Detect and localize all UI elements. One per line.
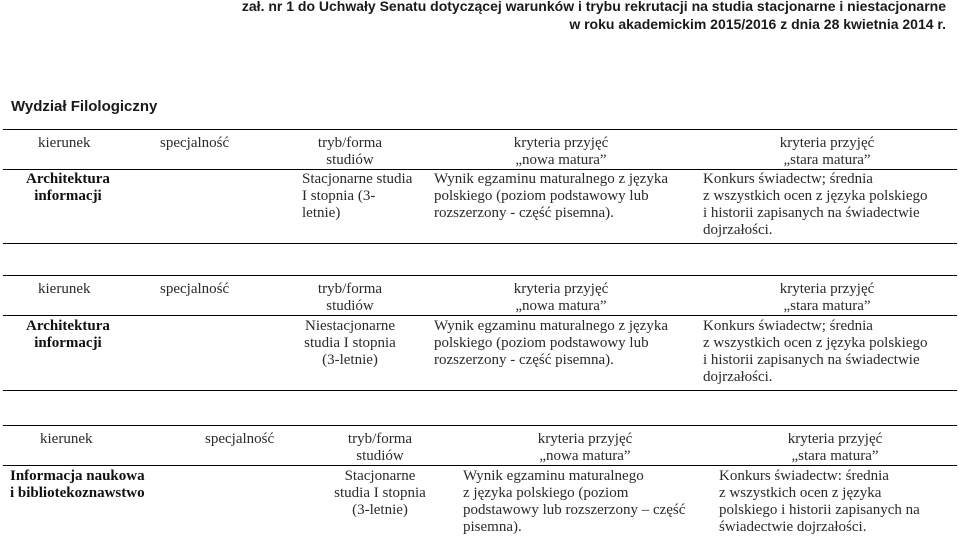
header-stara-line1: kryteria przyjęć — [779, 135, 875, 151]
header-tryb — [280, 135, 420, 169]
header-tryb — [280, 281, 420, 315]
kierunek-line: informacji — [34, 188, 102, 204]
row-stara-matura — [703, 318, 928, 386]
header-nowa-line1: kryteria przyjęć — [513, 281, 609, 297]
row-nowa-matura — [463, 468, 685, 536]
header-tryb-line1: tryb/forma — [317, 281, 383, 297]
stara-line: Konkurs świadectw; średnia — [703, 318, 873, 334]
row-stara-matura — [703, 171, 928, 239]
stara-line: dojrzałości. — [703, 369, 773, 385]
table-bottom-rule — [3, 390, 957, 391]
stara-line: dojrzałości. — [703, 222, 773, 238]
nowa-line: Wynik egzaminu maturalnego z języka — [434, 318, 669, 334]
nowa-line: rozszerzony - część pisemna). — [434, 352, 614, 368]
header-nowa-line2: „nowa matura” — [539, 448, 631, 464]
stara-line: i historii zapisanych na świadectwie — [703, 352, 920, 368]
header-nowa-line2: „nowa matura” — [515, 152, 607, 168]
header-nowa-line1: kryteria przyjęć — [513, 135, 609, 151]
header-kierunek: kierunek — [40, 431, 93, 447]
nowa-line: rozszerzony - część pisemna). — [434, 205, 614, 221]
row-stara-matura — [719, 468, 920, 536]
header-tryb-line2: studiów — [356, 448, 404, 464]
header-stara-matura — [702, 135, 952, 169]
header-stara-line1: kryteria przyjęć — [779, 281, 875, 297]
tryb-line: studia I stopnia — [334, 485, 426, 501]
header-rule — [3, 315, 957, 316]
row-tryb — [302, 171, 412, 222]
header-line-1: zał. nr 1 do Uchwały Senatu dotyczącej warunków i trybu rekrutacji na studia stacjonarne i niestacjonarne — [241, 0, 946, 14]
header-specjalnosc: specjalność — [205, 431, 275, 447]
stara-line: z wszystkich ocen z języka polskiego — [703, 335, 928, 351]
tryb-line: studia I stopnia — [304, 335, 396, 351]
kierunek-line: Informacja naukowa — [10, 468, 145, 484]
stara-line: polskiego i historii zapisanych na — [719, 502, 920, 518]
row-tryb — [320, 468, 440, 519]
admission-table-3 — [0, 425, 960, 545]
header-stara-matura — [702, 281, 952, 315]
header-line-2: w roku akademickim 2015/2016 z dnia 28 kwietnia 2014 r. — [569, 16, 946, 32]
header-stara-line2: „stara matura” — [791, 448, 879, 464]
row-tryb — [280, 318, 420, 369]
header-stara-line2: „stara matura” — [783, 152, 871, 168]
tryb-line: (3-letnie) — [352, 502, 408, 518]
header-tryb-line1: tryb/forma — [347, 431, 413, 447]
nowa-line: polskiego (poziom podstawowy lub — [434, 335, 649, 351]
header-nowa-line2: „nowa matura” — [515, 298, 607, 314]
header-tryb-line2: studiów — [326, 152, 374, 168]
row-kierunek — [10, 468, 145, 502]
nowa-line: podstawowy lub rozszerzony – część — [463, 502, 686, 518]
header-nowa-line1: kryteria przyjęć — [537, 431, 633, 447]
stara-line: z wszystkich ocen z języka — [719, 485, 882, 501]
nowa-line: pisemna). — [463, 519, 522, 535]
header-specjalnosc: specjalność — [160, 135, 230, 151]
row-kierunek — [3, 318, 133, 352]
row-nowa-matura — [434, 318, 668, 369]
stara-line: Konkurs świadectw; średnia — [703, 171, 873, 187]
tryb-line: (3-letnie) — [322, 352, 378, 368]
header-nowa-matura — [430, 281, 692, 315]
header-stara-matura — [715, 431, 955, 465]
header-stara-line1: kryteria przyjęć — [787, 431, 883, 447]
tryb-line: Stacjonarne — [344, 468, 416, 484]
stara-line: Konkurs świadectw: średnia — [719, 468, 889, 484]
tryb-line: I stopnia (3- — [302, 188, 376, 204]
stara-line: i historii zapisanych na świadectwie — [703, 205, 920, 221]
header-tryb — [320, 431, 440, 465]
nowa-line: Wynik egzaminu maturalnego z języka — [434, 171, 669, 187]
header-nowa-matura — [430, 135, 692, 169]
tryb-line: Niestacjonarne — [305, 318, 395, 334]
tryb-line: letnie) — [302, 205, 341, 221]
admission-table-2 — [0, 275, 960, 400]
header-specjalnosc: specjalność — [160, 281, 230, 297]
tryb-line: Stacjonarne studia — [302, 171, 413, 187]
header-tryb-line1: tryb/forma — [317, 135, 383, 151]
nowa-line: z języka polskiego (poziom — [463, 485, 629, 501]
document-header — [226, 0, 946, 33]
faculty-title: Wydział Filologiczny — [11, 98, 158, 115]
table-bottom-rule — [3, 243, 957, 244]
nowa-line: Wynik egzaminu maturalnego — [463, 468, 644, 484]
header-kierunek: kierunek — [38, 135, 91, 151]
row-kierunek — [3, 171, 133, 205]
table-top-rule — [3, 425, 957, 426]
header-nowa-matura — [460, 431, 710, 465]
nowa-line: polskiego (poziom podstawowy lub — [434, 188, 649, 204]
header-stara-line2: „stara matura” — [783, 298, 871, 314]
kierunek-line: informacji — [34, 335, 102, 351]
admission-table-1 — [0, 129, 960, 254]
stara-line: świadectwie dojrzałości. — [719, 519, 867, 535]
table-top-rule — [3, 275, 957, 276]
header-kierunek: kierunek — [38, 281, 91, 297]
header-tryb-line2: studiów — [326, 298, 374, 314]
header-rule — [3, 169, 957, 170]
kierunek-line: Architektura — [26, 171, 110, 187]
table-top-rule — [3, 129, 957, 130]
kierunek-line: i bibliotekoznawstwo — [10, 485, 145, 501]
stara-line: z wszystkich ocen z języka polskiego — [703, 188, 928, 204]
kierunek-line: Architektura — [26, 318, 110, 334]
row-nowa-matura — [434, 171, 668, 222]
header-rule — [3, 465, 957, 466]
